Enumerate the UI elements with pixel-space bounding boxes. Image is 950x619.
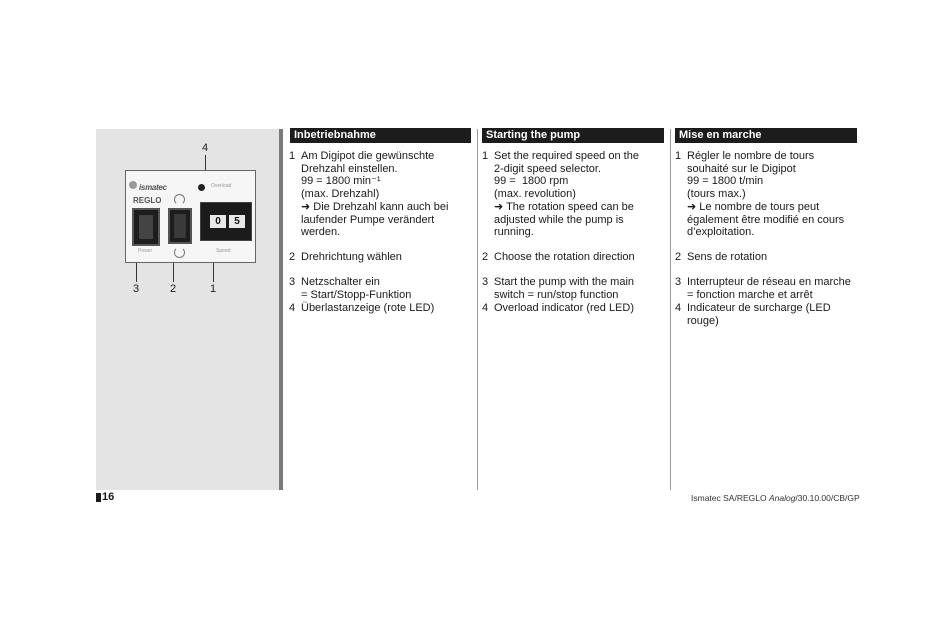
- page-number: 16: [102, 491, 115, 503]
- step-number: 2: [482, 251, 489, 263]
- brand-logo: ismatec: [139, 183, 167, 192]
- step-number: 3: [289, 276, 296, 288]
- speed-selector: [200, 202, 252, 241]
- direction-switch: [168, 208, 192, 244]
- callout-4: 4: [202, 142, 209, 154]
- step-text-line: (max. Drehzahl): [301, 188, 380, 201]
- step-text-line: ➜ The rotation speed can be: [494, 200, 634, 213]
- step-text-line: ➜ Le nombre de tours peut: [687, 200, 820, 213]
- step-text-line: = Start/Stopp-Funktion: [301, 288, 412, 301]
- step-number: 3: [675, 276, 682, 288]
- step-text-line: Interrupteur de réseau en marche: [687, 276, 851, 288]
- footer-company: Ismatec SA/REGLO: [691, 493, 769, 503]
- step-text-line: adjusted while the pump is: [494, 213, 624, 226]
- step-text-line: ➜ Die Drehzahl kann auch bei: [301, 200, 449, 213]
- rotation-reverse-icon: [174, 247, 185, 258]
- step-text-line: Choose the rotation direction: [494, 251, 635, 263]
- step-text-line: Überlastanzeige (rote LED): [301, 302, 435, 314]
- rotation-icon: [174, 194, 185, 205]
- callout-2: 2: [170, 283, 177, 295]
- callout-3: 3: [133, 283, 140, 295]
- column-header-english: Starting the pump: [482, 128, 664, 143]
- step-text-line: Netzschalter ein: [301, 276, 380, 288]
- step-text-line: laufender Pumpe verändert: [301, 213, 435, 226]
- document-reference: [691, 493, 860, 503]
- column-header-french: Mise en marche: [675, 128, 857, 143]
- step-text-line: (tours max.): [687, 188, 746, 201]
- step-text-line: rouge): [687, 314, 719, 327]
- power-label: Power: [138, 248, 153, 254]
- step-text-line: Set the required speed on the: [494, 150, 639, 162]
- callout-1: 1: [210, 283, 217, 295]
- step-text-line: souhaité sur le Digipot: [687, 162, 796, 175]
- step-number: 2: [289, 251, 296, 263]
- column-header-german: Inbetriebnahme: [290, 128, 471, 143]
- overload-led: [198, 184, 205, 191]
- footer-product: Analog: [768, 493, 796, 503]
- step-text-line: également être modifié en cours: [687, 213, 845, 226]
- step-text-line: 99 = 1800 rpm: [494, 175, 569, 188]
- overload-led-label: Overload: [211, 183, 232, 189]
- step-text-line: 99 = 1800 t/min: [687, 175, 764, 188]
- step-number: 1: [675, 150, 682, 162]
- step-number: 4: [289, 302, 296, 314]
- step-text-line: 2-digit speed selector.: [494, 162, 602, 175]
- speed-digit-ones: 5: [229, 215, 245, 228]
- step-text-line: d’exploitation.: [687, 226, 755, 239]
- step-number: 4: [675, 302, 682, 314]
- step-text-line: Drehzahl einstellen.: [301, 162, 398, 175]
- step-number: 4: [482, 302, 489, 314]
- step-text-line: Overload indicator (red LED): [494, 302, 635, 314]
- step-text-line: running.: [494, 226, 534, 239]
- step-text-line: Indicateur de surcharge (LED: [687, 302, 831, 314]
- step-text-line: (max. revolution): [494, 188, 576, 201]
- step-text-line: Drehrichtung wählen: [301, 251, 402, 263]
- step-text-line: 99 = 1800 min⁻¹: [301, 175, 381, 188]
- power-switch: [132, 208, 160, 246]
- step-number: 1: [289, 150, 296, 162]
- speed-label: Speed: [216, 248, 231, 254]
- speed-digit-tens: 0: [210, 215, 226, 228]
- step-text-line: = fonction marche et arrêt: [687, 288, 813, 301]
- step-number: 2: [675, 251, 682, 263]
- model-label: REGLO: [133, 196, 162, 205]
- brand-logo-icon: [129, 181, 137, 189]
- step-text-line: Start the pump with the main: [494, 276, 635, 288]
- step-text-line: Am Digipot die gewünschte: [301, 150, 435, 162]
- column-divider-2: [670, 129, 671, 490]
- step-text-line: Sens de rotation: [687, 251, 768, 263]
- figure-divider: [279, 129, 283, 490]
- pump-control-panel: [125, 170, 256, 263]
- page-number-marker: [96, 493, 101, 502]
- step-text-line: werden.: [301, 226, 341, 239]
- step-number: 3: [482, 276, 489, 288]
- column-divider-1: [477, 129, 478, 490]
- step-text-line: Régler le nombre de tours: [687, 150, 815, 162]
- step-number: 1: [482, 150, 489, 162]
- footer-code: /30.10.00/CB/GP: [795, 493, 860, 503]
- step-text-line: switch = run/stop function: [494, 288, 619, 301]
